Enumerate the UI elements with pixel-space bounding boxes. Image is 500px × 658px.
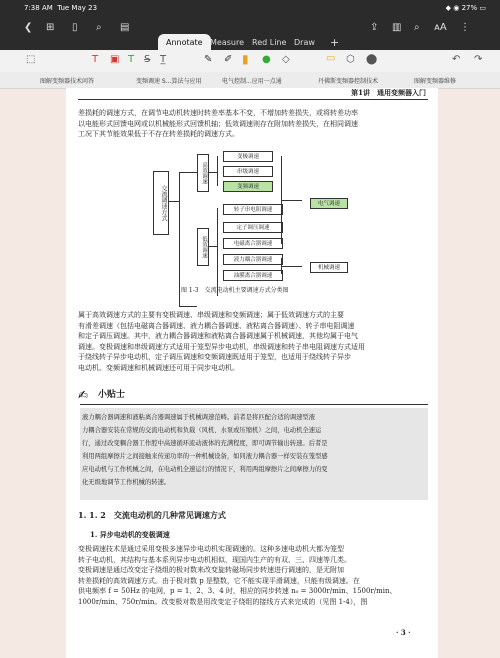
diagram-high-efficiency: 高效调速 — [197, 154, 209, 192]
subsection-heading: 1. 异步电动机的变极调速 — [90, 530, 170, 539]
search-icon[interactable]: ⌕ — [96, 22, 102, 33]
tab-annotate[interactable]: Annotate — [158, 34, 211, 56]
pencil-icon[interactable]: ✐ — [224, 54, 233, 65]
highlighter-icon[interactable]: ▮ — [242, 52, 249, 66]
text-highlight-icon[interactable]: T — [128, 54, 135, 65]
text-box-icon[interactable]: ▣ — [110, 54, 120, 65]
search-icon[interactable]: ⌕ — [414, 22, 420, 33]
redo-icon[interactable]: ↷ — [474, 54, 483, 65]
tip-box: 液力耦合器调速和液粘离合器调速属于机械调速范畴。前者是将匹配合适的调速型液 力耦合器安装在常规的交流电动机和负载（风机、水泵或压缩机）之间，电动机全速运 行，通过改变耦合器工作腔中高速循环流动液体的充满程度，即可调节输出转速。后者是 利用两组摩擦片之间接触来传递功率的一种机械设备，如同液力耦合器一样安装在笼型感 应电动机与工作机械之间，在电动机全速运行的情况下，利用两组摩擦片之间摩擦力的变 化无级地调节工作机械的转速。 — [80, 408, 428, 500]
app-toolbar — [0, 16, 500, 50]
document-page[interactable] — [66, 88, 438, 658]
more-icon[interactable]: ⋮ — [460, 22, 470, 33]
back-chevron-icon[interactable]: ❮ — [24, 22, 33, 33]
add-tab-icon[interactable]: + — [330, 36, 340, 49]
lasso-icon[interactable]: ⬚ — [26, 54, 36, 65]
paragraph-3: 变极调速技术是通过采用变极多速异步电动机实现调速的。这种多速电动机大都为笼型 转子电动机，其结构与基本系列异步电动机相似，现国内生产的有双、三、四速等几类。 变极调速是通过改变定子绕组的极对数来改变旋转磁场同步转速进行调速的，是无附加 转差损耗的高效调速方式。由于极对数 p 是整数，它不能实现平滑调速，只能有级调速。在 供电频率 f = 50Hz 的电网，p = 1、2、3、4 时，相应的同步转速 n₀ = 3000r/min、1500r/min、 1000r/min、750r/min。改变极对数是用改变定子绕组的接线方式来完成的（见图 1-4），图 — [78, 545, 397, 606]
diagram-item: 变极调速 — [223, 151, 273, 162]
doc-tab[interactable]: 图解变频器维修 — [414, 78, 457, 85]
diagram-item: 液力耦合器调速 — [223, 254, 283, 265]
shape-icon[interactable]: ⬡ — [346, 54, 355, 65]
stamp-icon[interactable]: ⬤ — [366, 54, 378, 65]
tab-draw[interactable]: Draw — [294, 38, 315, 47]
annotation-tools — [0, 50, 500, 73]
share-icon[interactable]: ⇪ — [370, 22, 379, 33]
diagram-item: 电磁离合器调速 — [223, 238, 283, 249]
tab-measure[interactable]: Measure — [210, 38, 244, 47]
document-tabs — [0, 72, 500, 89]
status-battery: ◆ ◉ 27% ▭ — [445, 4, 486, 12]
diagram-item: 油膜离合器调速 — [223, 270, 283, 281]
undo-icon[interactable]: ↶ — [452, 54, 461, 65]
grid-icon[interactable]: ⊞ — [46, 22, 55, 33]
text-size-icon[interactable]: ᴀA — [434, 22, 447, 33]
diagram-item: 变频调速 — [223, 181, 273, 192]
diagram-electric: 电气调速 — [310, 198, 348, 209]
pen-hand-icon: ✍ — [78, 388, 89, 402]
page-number: · 3 · — [396, 628, 411, 637]
header-rule — [78, 99, 428, 100]
pen-icon[interactable]: ✎ — [204, 54, 213, 65]
tip-title: 小贴士 — [98, 390, 126, 400]
doc-tab[interactable]: 电气控制...应用一点通 — [222, 78, 282, 85]
diagram-low-efficiency: 低效调速 — [197, 228, 209, 266]
status-time: 7:38 AM Tue May 23 — [24, 4, 98, 12]
doc-tab[interactable]: 图解变频器技术问答 — [40, 78, 95, 85]
section-heading: 1. 1. 2 交流电动机的几种常见调速方式 — [78, 510, 226, 520]
tab-red-line[interactable]: Red Line — [252, 38, 287, 47]
doc-tab[interactable]: 丹佛斯变频器控制技术 — [318, 78, 379, 85]
page-header: 第1讲 通用变频器入门 — [351, 88, 426, 97]
paragraph-2: 属于高效调速方式的主要有变极调速、串级调速和变频调速；属于低效调速方式的主要 有滑差调速（包括电磁离合器调速、液力耦合器调速、液粘离合器调速）、转子串电阻调速 和定子调压调速。其中，液力耦合器调速和液粘离合器调速属于机械调速，其他均属于电气 调速。变极调速和串级调速方式适用于笼型异步电动机，串级调速和转子串电阻调速方式适用 于绕线转子异步电动机，定子调压调速和变频调速既适用于笼型，也适用于绕线转子异步 电动机。变频调速和机械调速还可用于同步电动机。 — [78, 311, 365, 372]
document-list-icon[interactable]: ▥ — [392, 22, 402, 33]
note-icon[interactable]: ▭ — [326, 53, 336, 64]
paragraph-1: 差损耗的调速方式，在调节电动机转速时转差率基本不变，不增加转差损失，或将转差功率 以电能形式回馈电网或以机械能形式回馈机轴；低效调速则存在附加转差损失，在相同调速 工况下其节能效果低于不存在转差损耗的调速方式。 — [78, 109, 358, 138]
diagram-mechanical: 机械调速 — [310, 262, 348, 273]
marker-icon[interactable]: ● — [262, 54, 271, 65]
document-icon[interactable]: ▤ — [120, 22, 130, 33]
diagram-item: 串级调速 — [223, 166, 273, 177]
sidebar-icon[interactable]: ▯ — [72, 22, 78, 33]
diagram-item: 定子调压调速 — [223, 222, 283, 233]
text-t-icon[interactable]: T — [92, 54, 99, 65]
underline-icon[interactable]: T̲ — [160, 54, 167, 65]
figure-caption: 图 1-3 交流电动机主要调速方式分类图 — [181, 287, 289, 294]
diagram-item: 转子串电阻调速 — [223, 204, 283, 215]
diagram-root: 交流调速方式 — [153, 171, 169, 235]
doc-tab[interactable]: 变频调速 S...算法与应用 — [136, 78, 202, 85]
status-bar — [0, 0, 500, 16]
eraser-icon[interactable]: ◇ — [282, 54, 290, 65]
strikethrough-icon[interactable]: S̶ — [144, 54, 151, 65]
